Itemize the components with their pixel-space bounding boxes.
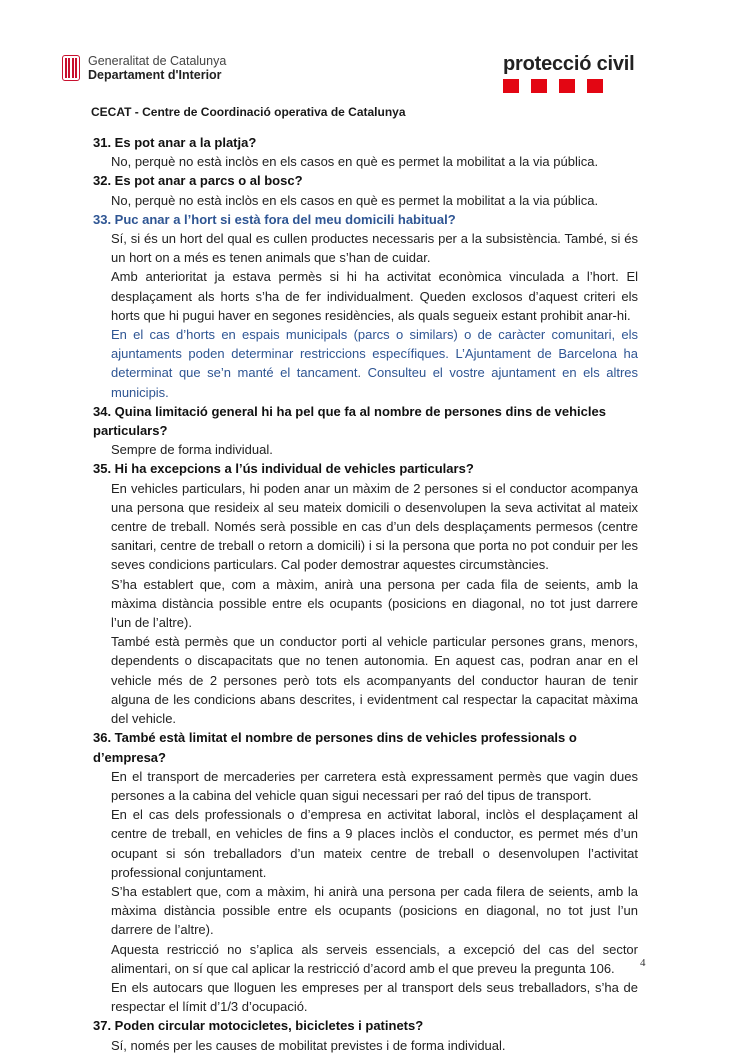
faq-answer-paragraph: No, perquè no està inclòs en els casos en què es permet la mobilitat a la via pública.	[111, 192, 599, 208]
page-header	[0, 0, 737, 100]
faq-question: 33. Puc anar a l’hort si està fora del meu domicili habitual?	[93, 211, 456, 227]
faq-answer-paragraph: S’ha establert que, com a màxim, anirà una persona per cada fila de seients, amb la màxima distància possible entre els ocupants (posicions en diagonal, no tot just darrere l’un de l’altre).	[111, 576, 638, 631]
faq-item	[93, 459, 638, 728]
red-squares-icon	[503, 79, 635, 93]
faq-answer-paragraph: S’ha establert que, com a màxim, hi anirà una persona per cada filera de seients, amb la màxima distància possible entre els ocupants (posicions en diagonal, no tot just l’un darrere de l’altre).	[111, 883, 638, 938]
faq-answer-paragraph: No, perquè no està inclòs en els casos en què es permet la mobilitat a la via pública.	[111, 154, 599, 170]
faq-answer-paragraph: En vehicles particulars, hi poden anar un màxim de 2 persones si el conductor acompanya una persona que resideix al seu mateix domicili o desenvolupen la seva activitat al mateix centre de treball. Només serà possible en cas d’un dels desplaçaments permesos (centre sanitari, centre de treball o retorn a domicili) i si la persona que porta no pot conduir per les seves condicions particulars. Cal poder demostrar aquestes circumstàncies.	[111, 480, 638, 573]
faq-item	[93, 210, 638, 402]
generalitat-name: Generalitat de Catalunya	[88, 54, 227, 68]
faq-question: 34. Quina limitació general hi ha pel que fa al nombre de persones dins de vehicles particulars?	[93, 403, 606, 439]
faq-answer-paragraph: Amb anterioritat ja estava permès si hi ha activitat econòmica vinculada a l’hort. El desplaçament als horts s’ha de fer individualment. Queden exclosos d’aquest criteri els horts que hi pugui haver en segones residències, als quals segueix estant prohibit anar-hi.	[111, 269, 638, 323]
faq-answer-paragraph: En els autocars que lloguen les empreses per al transport dels seus treballadors, s’ha de respectar el límit d’1/3 d’ocupació.	[111, 979, 638, 1015]
faq-item	[93, 402, 638, 460]
faq-question: 32. Es pot anar a parcs o al bosc?	[93, 173, 303, 189]
faq-answer-paragraph: En el transport de mercaderies per carretera està expressament permès que vagin dues persones a la cabina del vehicle quan sigui necessari per raó del tipus de transport.	[111, 768, 638, 803]
faq-question: 35. Hi ha excepcions a l’ús individual de vehicles particulars?	[93, 461, 474, 477]
generalitat-logo	[62, 54, 226, 82]
faq-item	[93, 1016, 638, 1054]
faq-answer-paragraph: En el cas dels professionals o d’empresa en activitat laboral, inclòs el desplaçament al centre de treball, en vehicles de fins a 9 places inclòs el conductor, es permet més d’un ocupant si són treballadors d’un mateix centre de treball o desenvolupen l’activitat professional conjuntament.	[111, 807, 638, 880]
proteccio-civil-text: protecció civil	[503, 53, 635, 75]
faq-item	[93, 171, 638, 209]
document-subtitle: CECAT - Centre de Coordinació operativa de Catalunya	[91, 105, 406, 119]
faq-answer-paragraph: Aquesta restricció no s’aplica als serveis essencials, a excepció del cas del sector alimentari, on sí que cal aplicar la restricció d’acord amb el que preveu la pregunta 106.	[111, 941, 638, 976]
faq-answer-paragraph: Sí, si és un hort del qual es cullen productes necessaris per a la subsistència. També, si és un hort on a més es tenen animals que s’han de cuidar.	[111, 231, 638, 266]
faq-answer-paragraph: També està permès que un conductor porti al vehicle particular persones grans, menors, dependents o discapacitats que no tenen autonomia. En aquest cas, podran anar en el vehicle més de 2 persones però tots els acompanyants del conductor hauran de tenir alguna de les condicions abans descrites, i evidentment cal respectar la capacitat màxima del vehicle.	[111, 634, 638, 727]
faq-question: 31. Es pot anar a la platja?	[93, 135, 257, 150]
senyera-icon	[62, 55, 80, 81]
faq-list	[93, 133, 638, 1055]
faq-question: 37. Poden circular motocicletes, bicicletes i patinets?	[93, 1018, 424, 1034]
faq-item	[93, 133, 638, 171]
department-name: Departament d'Interior	[88, 68, 222, 82]
faq-answer-paragraph: Sempre de forma individual.	[111, 442, 273, 458]
faq-answer-paragraph: En el cas d’horts en espais municipals (parcs o similars) o de caràcter comunitari, els ajuntaments poden determinar restriccions específiques. L’Ajuntament de Barcelona ha determinat que se’n manté el tancament. Consulteu el vostre ajuntament en els altres municipis.	[111, 327, 638, 400]
faq-question: 36. També està limitat el nombre de persones dins de vehicles professionals o d’empresa?	[93, 730, 577, 765]
proteccio-civil-logo	[503, 54, 635, 93]
page-number: 4	[640, 957, 646, 969]
faq-item	[93, 728, 638, 1016]
faq-answer-paragraph: Sí, només per les causes de mobilitat previstes i de forma individual.	[111, 1037, 506, 1053]
